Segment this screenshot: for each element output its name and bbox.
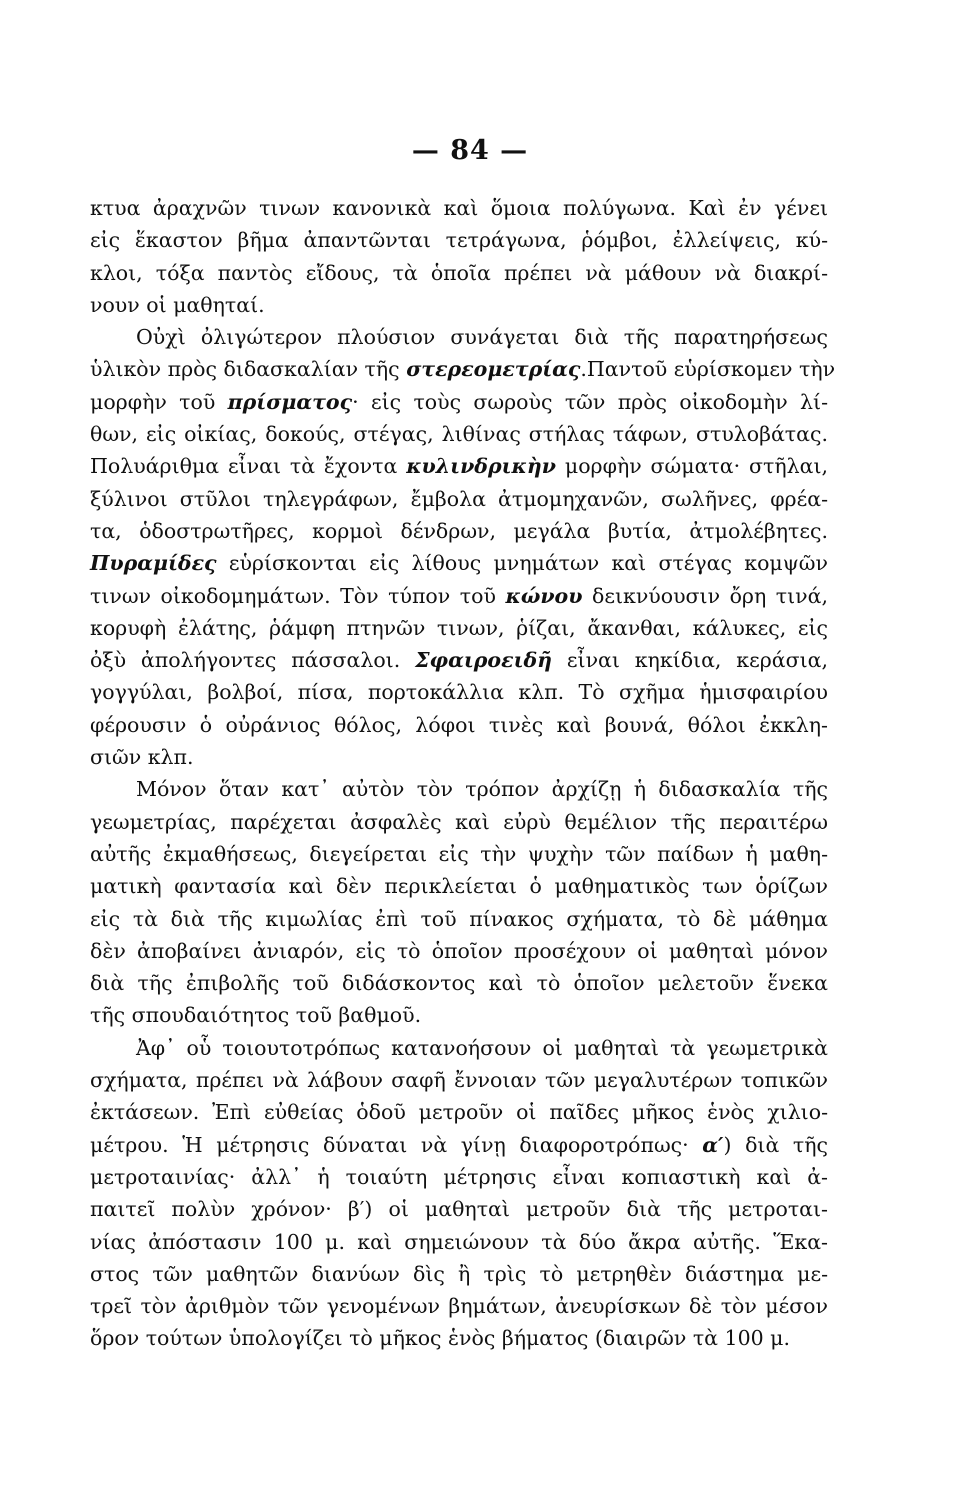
text-segment: μετροταινίας· ἀλλ᾽ ἡ τοιαύτη μέτρησις εἶναι κοπιαστικὴ καὶ ἀ- <box>90 1164 828 1189</box>
emphasized-term: α′ <box>702 1132 724 1157</box>
text-segment: ὑλικὸν πρὸς διδασκαλίαν τῆς <box>90 357 407 382</box>
text-segment: εἰς ἕκαστον βῆμα ἀπαντῶνται τετράγωνα, ῥόμβοι, ἐλλείψεις, κύ- <box>90 228 828 253</box>
text-segment: παιτεῖ πολὺν χρόνον· β′) οἱ μαθηταὶ μετροῦν διὰ τῆς μετροται- <box>90 1197 828 1222</box>
text-segment: τρεῖ τὸν ἀριθμὸν τῶν γενομένων βημάτων, ἀνευρίσκων δὲ τὸν μέσον <box>90 1294 828 1319</box>
text-line <box>90 709 828 741</box>
text-line <box>90 321 828 353</box>
text-line <box>90 483 828 515</box>
text-segment: τα, ὁδοστρωτῆρες, κορμοὶ δένδρων, μεγάλα βυτία, ἀτμολέβητες. <box>90 518 828 543</box>
text-line <box>90 870 828 902</box>
text-line <box>90 547 828 579</box>
text-line <box>90 450 828 482</box>
body-text <box>90 192 836 1355</box>
text-line <box>90 386 828 418</box>
text-line <box>90 741 828 773</box>
emphasized-term: στερεομετρίας <box>406 357 581 382</box>
text-line <box>90 353 836 385</box>
text-segment: ὀξὺ ἀπολήγοντες πάσσαλοι. <box>90 648 416 673</box>
text-segment: κορυφὴ ἐλάτης, ῥάμφη πτηνῶν τινων, ῥίζαι, ἄκανθαι, κάλυκες, εἰς <box>90 615 828 640</box>
text-segment: Μόνον ὅταν κατ᾽ αὐτὸν τὸν τρόπον ἀρχίζῃ ἡ διδασκαλία τῆς <box>136 777 828 802</box>
emphasized-term: κώνου <box>505 583 583 608</box>
text-segment: ὅρον τούτων ὑπολογίζει τὸ μῆκος ἑνὸς βήματος (διαιρῶν τὰ 100 μ. <box>90 1326 791 1351</box>
text-line <box>90 773 828 805</box>
text-segment: εὑρίσκονται εἰς λίθους μνημάτων καὶ στέγας κομψῶν <box>216 551 828 576</box>
text-line <box>90 192 828 224</box>
text-line <box>90 257 828 289</box>
text-line <box>90 612 828 644</box>
emphasized-term: κυλινδρικὴν <box>406 454 557 479</box>
text-segment: νίας ἀπόστασιν 100 μ. καὶ σημειώνουν τὰ δύο ἄκρα αὐτῆς. Ἕκα- <box>90 1229 828 1254</box>
text-line <box>90 224 828 256</box>
text-line <box>90 1161 828 1193</box>
text-line <box>90 1322 828 1354</box>
text-segment: μέτρου. Ἡ μέτρησις δύναται νὰ γίνῃ διαφοροτρόπως· <box>90 1132 703 1157</box>
text-segment: τινων οἰκοδομημάτων. Τὸν τύπον τοῦ <box>90 583 506 608</box>
emphasized-term: Πυραμίδες <box>90 551 217 576</box>
text-segment: δεικνύουσιν ὄρη τινά, <box>582 583 828 608</box>
text-segment: εἶναι κηκίδια, κεράσια, <box>552 648 828 673</box>
text-line <box>90 806 828 838</box>
text-segment: Πολυάριθμα εἶναι τὰ ἔχοντα <box>90 454 407 479</box>
text-line <box>90 967 828 999</box>
text-segment: σιῶν κλπ. <box>90 745 194 770</box>
text-line <box>90 289 828 321</box>
text-segment: διὰ τῆς ἐπιβολῆς τοῦ διδάσκοντος καὶ τὸ ὁποῖον μελετοῦν ἕνεκα <box>90 971 828 996</box>
text-line <box>90 1226 828 1258</box>
text-segment: εἰς τὰ διὰ τῆς κιμωλίας ἐπὶ τοῦ πίνακος σχήματα, τὸ δὲ μάθημα <box>90 906 828 931</box>
text-line <box>90 644 828 676</box>
text-line <box>90 515 828 547</box>
emphasized-term: Σφαιροειδῆ <box>415 648 553 673</box>
text-segment: μορφὴν σώματα· στῆλαι, <box>556 454 829 479</box>
text-line <box>90 1096 828 1128</box>
text-segment: ξύλινοι στῦλοι τηλεγράφων, ἔμβολα ἀτμομηχανῶν, σωλῆνες, φρέα- <box>90 486 828 511</box>
text-line <box>90 1129 828 1161</box>
text-line <box>90 935 828 967</box>
text-segment: · εἰς τοὺς σωροὺς τῶν πρὸς οἰκοδομὴν λί- <box>352 389 828 414</box>
text-line <box>90 1290 828 1322</box>
text-segment: γεωμετρίας, παρέχεται ἀσφαλὲς καὶ εὐρὺ θεμέλιον τῆς περαιτέρω <box>90 809 828 834</box>
text-line <box>90 580 828 612</box>
text-line <box>90 1064 828 1096</box>
text-line <box>90 418 828 450</box>
text-segment: στος τῶν μαθητῶν διανύων δὶς ἢ τρὶς τὸ μετρηθὲν διάστημα με- <box>90 1261 828 1286</box>
text-line <box>90 1258 828 1290</box>
text-segment: σχήματα, πρέπει νὰ λάβουν σαφῆ ἔννοιαν τῶν μεγαλυτέρων τοπικῶν <box>90 1068 828 1093</box>
text-segment: αὐτῆς ἐκμαθήσεως, διεγείρεται εἰς τὴν ψυχὴν τῶν παίδων ἡ μαθη- <box>90 841 828 866</box>
text-segment: θων, εἰς οἰκίας, δοκούς, στέγας, λιθίνας στήλας τάφων, στυλοβάτας. <box>90 422 828 447</box>
text-segment: νουν οἱ μαθηταί. <box>90 292 265 317</box>
text-segment: ) διὰ τῆς <box>723 1132 829 1157</box>
text-segment: φέρουσιν ὁ οὐράνιος θόλος, λόφοι τινὲς καὶ βουνά, θόλοι ἐκκλη- <box>90 712 828 737</box>
text-segment: .Παντοῦ εὑρίσκομεν τὴν <box>580 357 836 382</box>
text-segment: Ἀφ᾽ οὗ τοιουτοτρόπως κατανοήσουν οἱ μαθηταὶ τὰ γεωμετρικὰ <box>136 1035 828 1060</box>
text-segment: ἐκτάσεων. Ἐπὶ εὐθείας ὁδοῦ μετροῦν οἱ παῖδες μῆκος ἑνὸς χιλιο- <box>90 1100 828 1125</box>
text-segment: κλοι, τόξα παντὸς εἴδους, τὰ ὁποῖα πρέπει νὰ μάθουν νὰ διακρί- <box>90 260 828 285</box>
text-line <box>90 999 828 1031</box>
text-line <box>90 838 828 870</box>
text-segment: τῆς σπουδαιότητος τοῦ βαθμοῦ. <box>90 1003 422 1028</box>
text-segment: δὲν ἀποβαίνει ἀνιαρόν, εἰς τὸ ὁποῖον προσέχουν οἱ μαθηταὶ μόνον <box>90 938 828 963</box>
text-segment: κτυα ἀραχνῶν τινων κανονικὰ καὶ ὅμοια πολύγωνα. Καὶ ἐν γένει <box>90 196 828 220</box>
emphasized-term: πρίσματος <box>227 389 353 414</box>
text-line <box>90 1032 828 1064</box>
text-segment: Οὐχὶ ὀλιγώτερον πλούσιον συνάγεται διὰ τῆς παρατηρήσεως <box>136 325 828 350</box>
text-segment: ματικὴ φαντασία καὶ δὲν περικλείεται ὁ μαθηματικὸς των ὁρίζων <box>90 874 828 899</box>
text-segment: γογγύλαι, βολβοί, πίσα, πορτοκάλλια κλπ. Τὸ σχῆμα ἡμισφαιρίου <box>90 680 828 705</box>
text-line <box>90 676 828 708</box>
text-line <box>90 903 828 935</box>
page-number: — 84 — <box>411 135 529 166</box>
text-line <box>90 1193 828 1225</box>
text-segment: μορφὴν τοῦ <box>90 389 228 414</box>
